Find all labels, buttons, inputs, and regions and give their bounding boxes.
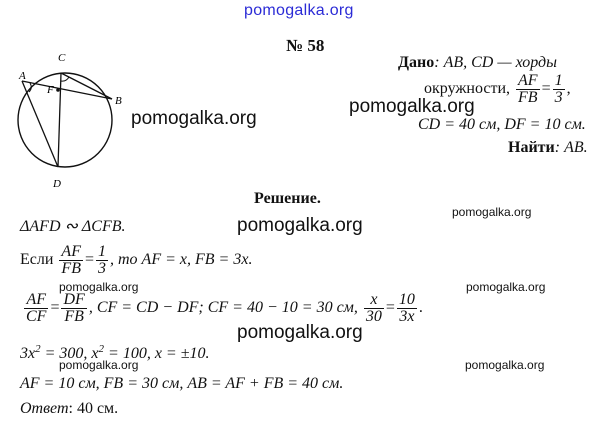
- solution-line-2: Если $\frac{AF}{FB}$ = $\frac{1}{3}$ , то AF = x, FB = 3x.: [20, 243, 253, 277]
- watermark-5: pomogalka.org: [452, 205, 532, 219]
- given-line1-text: : AB, CD — хорды: [434, 54, 557, 71]
- label-a: A: [19, 70, 26, 82]
- chord-ab: [22, 81, 112, 99]
- given-line-3: CD = 40 см, DF = 10 см.: [418, 116, 586, 133]
- line3-fraction-x-30: $\frac{x}{30}$: [365, 291, 382, 325]
- given-fraction-af-fb: $\frac{AF}{FB}$: [518, 72, 538, 106]
- given-line-1: [398, 54, 557, 72]
- watermark-3: pomogalka.org: [349, 96, 475, 117]
- watermark-6: pomogalka.org: [59, 280, 139, 294]
- point-f: [56, 88, 60, 92]
- line3-fraction-df-fb: $\frac{DF}{FB}$: [63, 291, 85, 325]
- chord-cd: [58, 73, 61, 167]
- label-c: C: [58, 52, 66, 64]
- find-label: Найти: [508, 139, 555, 156]
- problem-number: № 58: [286, 36, 325, 55]
- solution-line-5: AF = 10 см, FB = 30 см, AB = AF + FB = 40 см.: [20, 375, 344, 392]
- answer-label: Ответ: [20, 400, 69, 417]
- solution-title: Решение.: [254, 190, 321, 207]
- given-line-2: окружности, $\frac{AF}{FB}$ = $\frac{1}{3}$ ,: [424, 72, 571, 106]
- label-f: F: [47, 84, 54, 96]
- answer-text: : 40 см.: [68, 400, 119, 417]
- solution-line-4: $3x^2 = 300$, $x^2 = 100$, x = ±10.: [20, 343, 210, 362]
- find-line: [508, 139, 588, 157]
- line3-fraction-10-3x: $\frac{10}{3x}$: [398, 291, 415, 325]
- chord-circle-diagram: [8, 48, 126, 194]
- watermark-4: pomogalka.org: [237, 215, 363, 236]
- watermark-7: pomogalka.org: [466, 280, 546, 294]
- given-fraction-one-third: $\frac{1}{3}$: [554, 72, 563, 106]
- angle-arc-c: [61, 77, 69, 81]
- circle-outline: [18, 73, 112, 167]
- line2-fraction-af-fb: $\frac{AF}{FB}$: [61, 243, 81, 277]
- watermark-9: pomogalka.org: [59, 358, 139, 372]
- line2-fraction-one-third: $\frac{1}{3}$: [98, 243, 106, 277]
- solution-line-1: ΔAFD ∾ ΔCFB.: [20, 218, 126, 235]
- label-d: D: [53, 178, 61, 190]
- solution-line-3: $\frac{AF}{CF}$ = $\frac{DF}{FB}$ , CF = CD − DF; CF = 40 − 10 = 30 см, $\frac{x}{30}$ = $\frac{10}{3x}$ .: [26, 291, 423, 325]
- find-text: : AB.: [554, 139, 588, 156]
- watermark-top: pomogalka.org: [244, 2, 354, 19]
- given-line2-text: окружности,: [424, 80, 511, 98]
- watermark-2: pomogalka.org: [131, 108, 257, 129]
- watermark-10: pomogalka.org: [465, 358, 545, 372]
- line3-fraction-af-cf: $\frac{AF}{CF}$: [26, 291, 47, 325]
- given-label: Дано: [398, 54, 435, 71]
- watermark-8: pomogalka.org: [237, 322, 363, 343]
- answer-line: [20, 400, 118, 418]
- label-b: B: [115, 95, 122, 107]
